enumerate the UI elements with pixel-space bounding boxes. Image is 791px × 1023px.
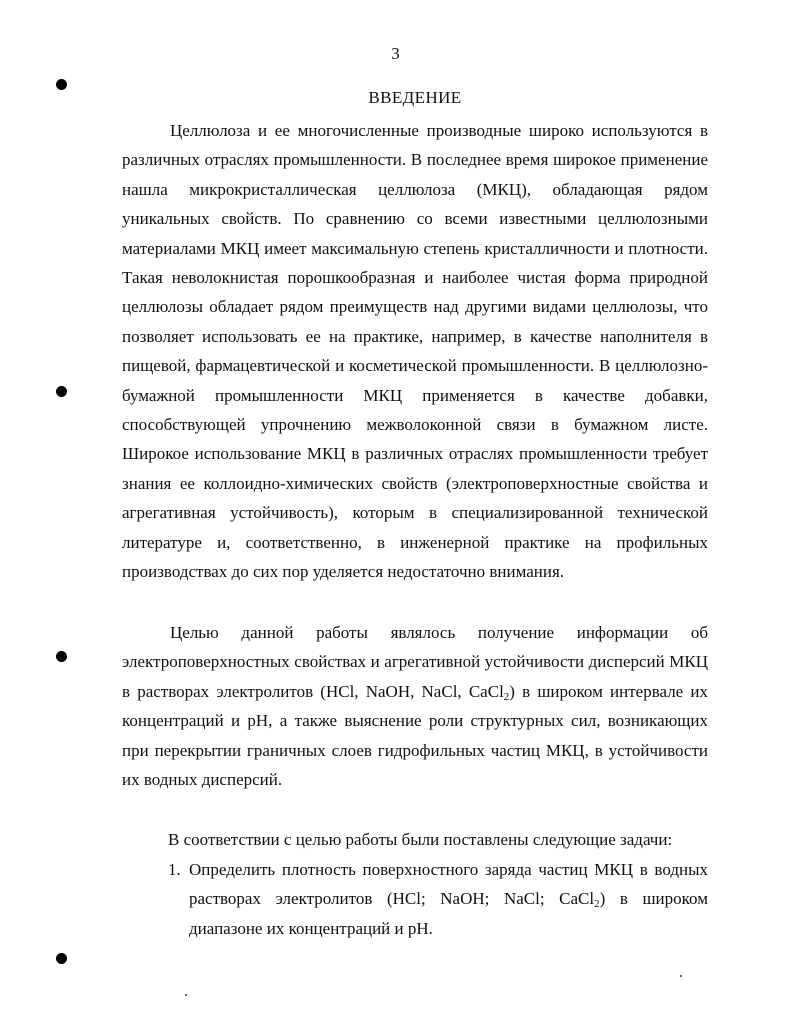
section-heading: ВВЕДЕНИЕ (368, 88, 462, 107)
subscript-2: 2 (594, 898, 600, 911)
binder-hole-mark (56, 953, 67, 964)
task-text: Определить плотность поверхностного заряда частиц МКЦ в водных растворах электролитов (HCl; NaOH; NaCl; CaCl (189, 860, 708, 909)
binder-hole-mark (56, 79, 67, 90)
task-text-end: ) в широком диапазоне их концентраций и pH. (189, 889, 708, 938)
paragraph-introduction: Целлюлоза и ее многочисленные производные широко используются в различных отраслях промышленности. В последнее время широкое применение нашла микрокристаллическая целлюлоза (МКЦ), обладающая рядом уникальных свойств. По сравнению со всеми известными целлюлозными материалами МКЦ имеет максимальную степень кристалличности и плотности. Такая неволокнистая порошкообразная и наиболее чистая форма природной целлюлозы обладает рядом преимуществ над другими видами целлюлозы, что позволяет использовать ее на практике, например, в качестве наполнителя в пищевой, фармацевтической и косметической промышленности. В целлюлозно-бумажной промышленности МКЦ применяется в качестве добавки, способствующей упрочнению межволоконной связи в бумажном листе. Широкое использование МКЦ в различных отраслях промышленности требует знания ее коллоидно-химических свойств (электроповерхностные свойства и агрегативная устойчивость), которым в специализированной технической литературе и, соответственно, в инженерной практике на профильных производствах до сих пор уделяется недостаточно внимания. (122, 121, 708, 582)
task-list (168, 855, 708, 943)
subscript-2: 2 (503, 690, 510, 703)
binder-hole-mark (56, 651, 67, 662)
paragraph-goal-text-end: ) в широком интервале их концентраций и pH, а также выяснение роли структурных сил, возникающих при перекрытии граничных слоев гидрофильных частиц МКЦ, в устойчивости их водных дисперсий. (122, 681, 708, 790)
list-item (168, 855, 708, 943)
task-number: 1. (168, 860, 181, 879)
paragraph-goal-text: Целью данной работы являлось получение информации об электроповерхностных свойствах и агрегативной устойчивости дисперсий МКЦ в растворах электролитов (HCl, NaOH, NaCl, CaCl (122, 623, 708, 701)
scan-speck (185, 994, 187, 996)
tasks-intro: В соответствии с целью работы были поставлены следующие задачи: (168, 830, 673, 849)
paragraph-goal (122, 618, 708, 794)
binder-hole-mark (56, 386, 67, 397)
scan-speck (680, 975, 682, 977)
page-number: 3 (391, 44, 400, 63)
